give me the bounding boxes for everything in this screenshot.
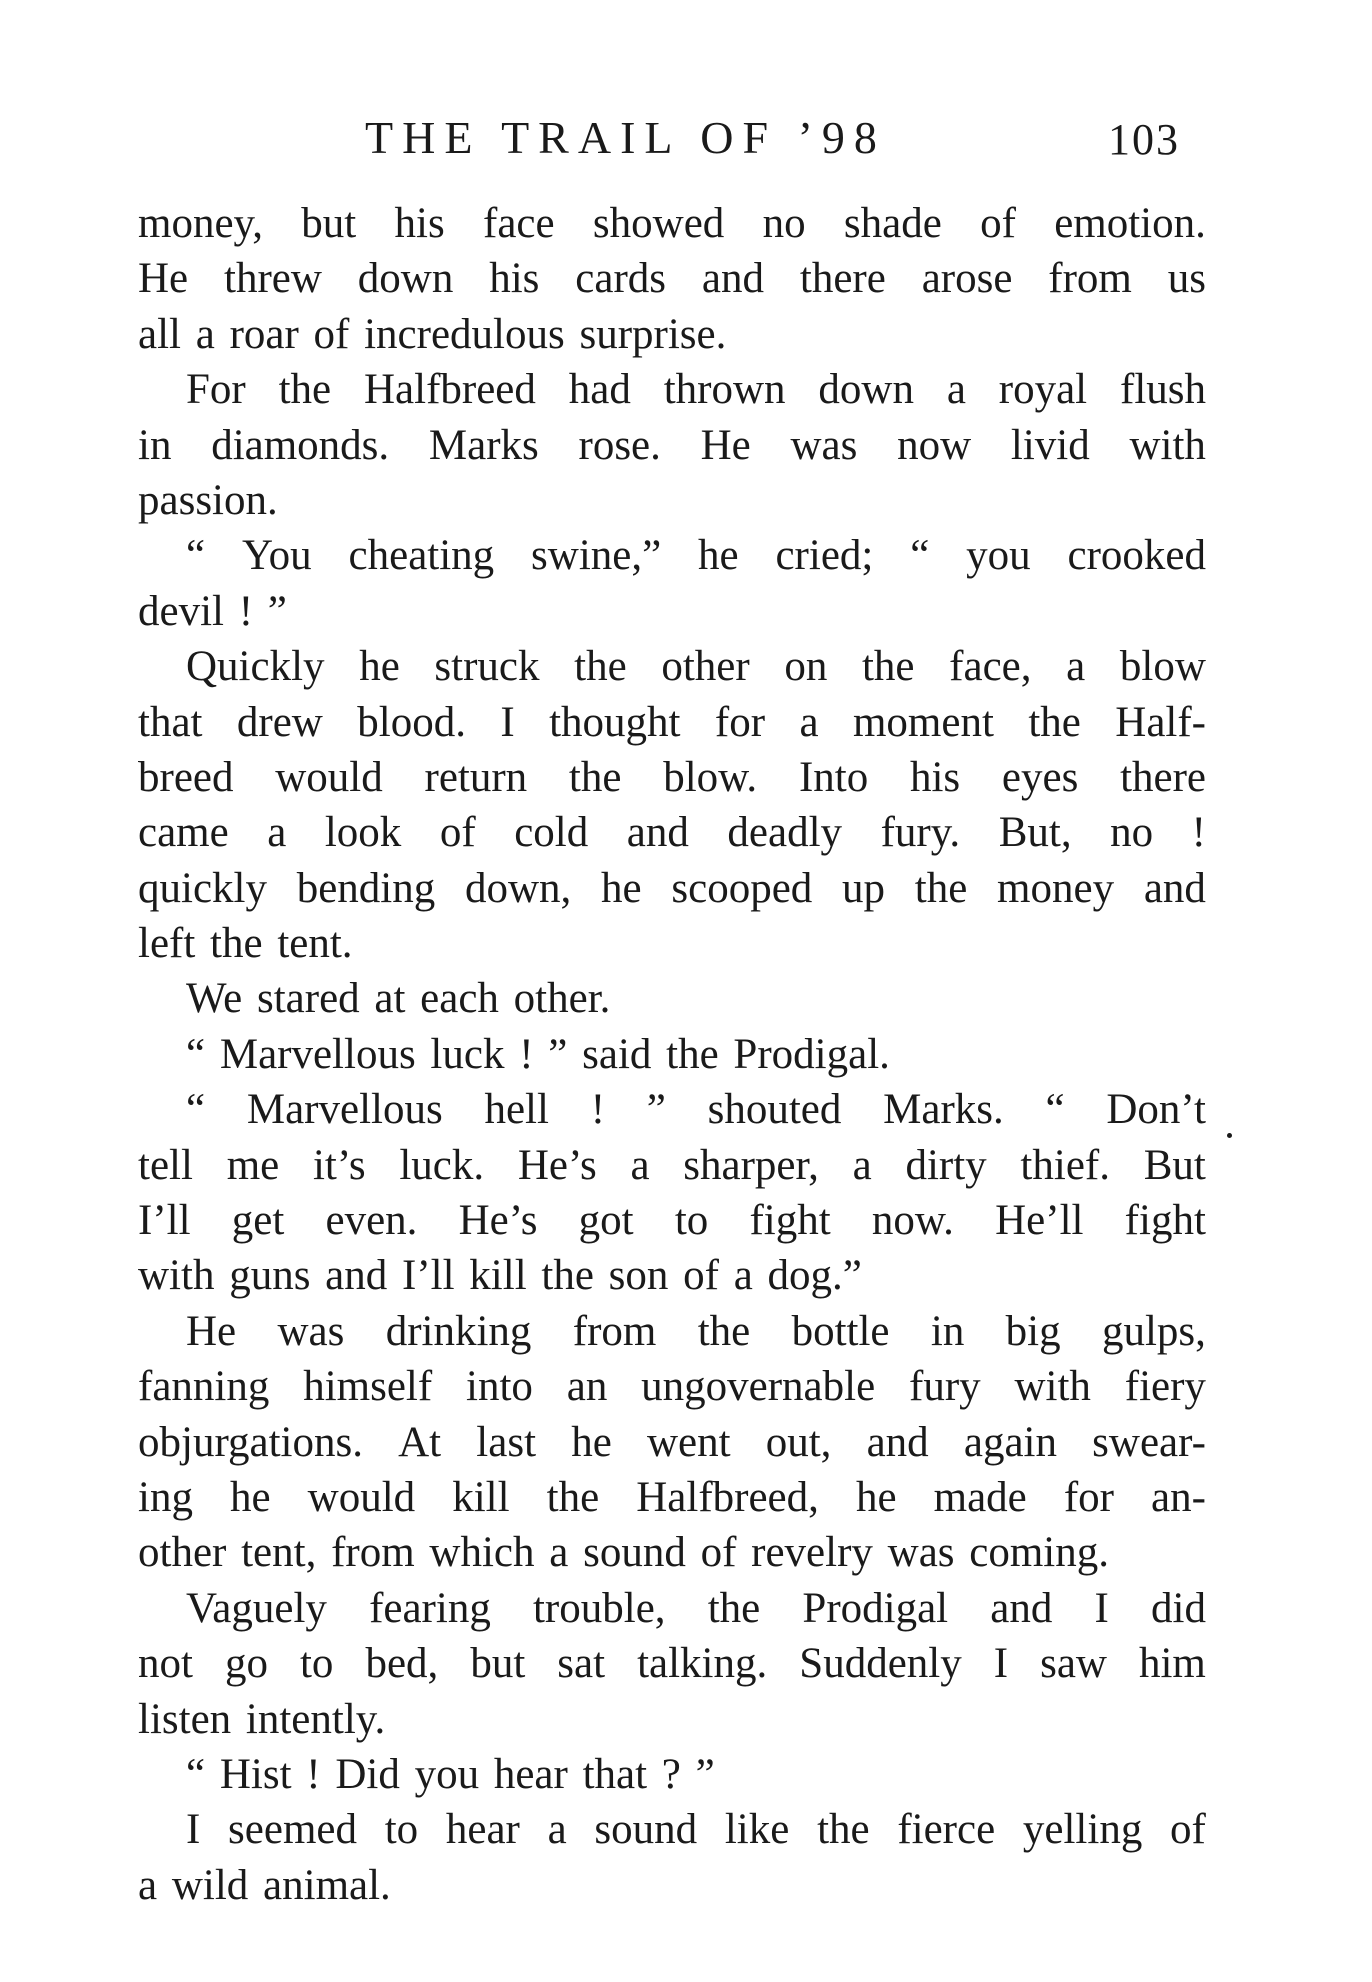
text-line: passion.: [138, 476, 278, 524]
text-line: devil ! ”: [138, 587, 287, 635]
text-line: ing he would kill the Halfbreed, he made for an-: [138, 1473, 1206, 1521]
text-line: with guns and I’ll kill the son of a dog.”: [138, 1252, 862, 1300]
text-line: in diamonds. Marks rose. He was now livid with: [138, 421, 1206, 469]
text-line: I’ll get even. He’s got to fight now. He’ll fight: [138, 1197, 1206, 1245]
text-line: I seemed to hear a sound like the fierce yelling of: [186, 1806, 1206, 1854]
text-line: listen intently.: [138, 1695, 386, 1743]
text-line: a wild animal.: [138, 1861, 391, 1909]
text-line: “ Hist ! Did you hear that ? ”: [186, 1750, 715, 1798]
text-line: He threw down his cards and there arose from us: [138, 255, 1206, 303]
text-line: breed would return the blow. Into his eyes there: [138, 753, 1206, 801]
text-line: tell me it’s luck. He’s a sharper, a dirty thief. But: [138, 1141, 1206, 1189]
text-line: money, but his face showed no shade of emotion.: [138, 200, 1206, 247]
text-line: other tent, from which a sound of revelry was coming.: [138, 1529, 1109, 1577]
page-number: 103: [1108, 115, 1180, 164]
text-line: “ Marvellous luck ! ” said the Prodigal.: [186, 1030, 890, 1078]
print-speck: [1227, 1133, 1232, 1138]
text-line: left the tent.: [138, 920, 353, 968]
running-head: [0, 108, 1372, 168]
text-line: that drew blood. I thought for a moment the Half-: [138, 698, 1206, 746]
text-line: all a roar of incredulous surprise.: [138, 310, 727, 358]
text-line: not go to bed, but sat talking. Suddenly I saw him: [138, 1640, 1206, 1688]
text-line: “ Marvellous hell ! ” shouted Marks. “ Don’t: [186, 1086, 1206, 1134]
text-line: Vaguely fearing trouble, the Prodigal and I did: [186, 1584, 1206, 1632]
text-line: “ You cheating swine,” he cried; “ you crooked: [186, 532, 1206, 580]
text-line: quickly bending down, he scooped up the money and: [138, 864, 1206, 912]
body-text: [138, 196, 1206, 1913]
text-line: Quickly he struck the other on the face, a blow: [186, 643, 1206, 691]
text-line: objurgations. At last he went out, and again swear-: [138, 1418, 1206, 1466]
text-line: For the Halfbreed had thrown down a royal flush: [186, 366, 1206, 414]
text-line: He was drinking from the bottle in big gulps,: [186, 1307, 1206, 1355]
text-line: We stared at each other.: [186, 975, 611, 1023]
text-line: fanning himself into an ungovernable fury with fiery: [138, 1363, 1206, 1411]
running-title: THE TRAIL OF ’98: [365, 112, 886, 163]
text-line: came a look of cold and deadly fury. But, no !: [138, 809, 1206, 857]
